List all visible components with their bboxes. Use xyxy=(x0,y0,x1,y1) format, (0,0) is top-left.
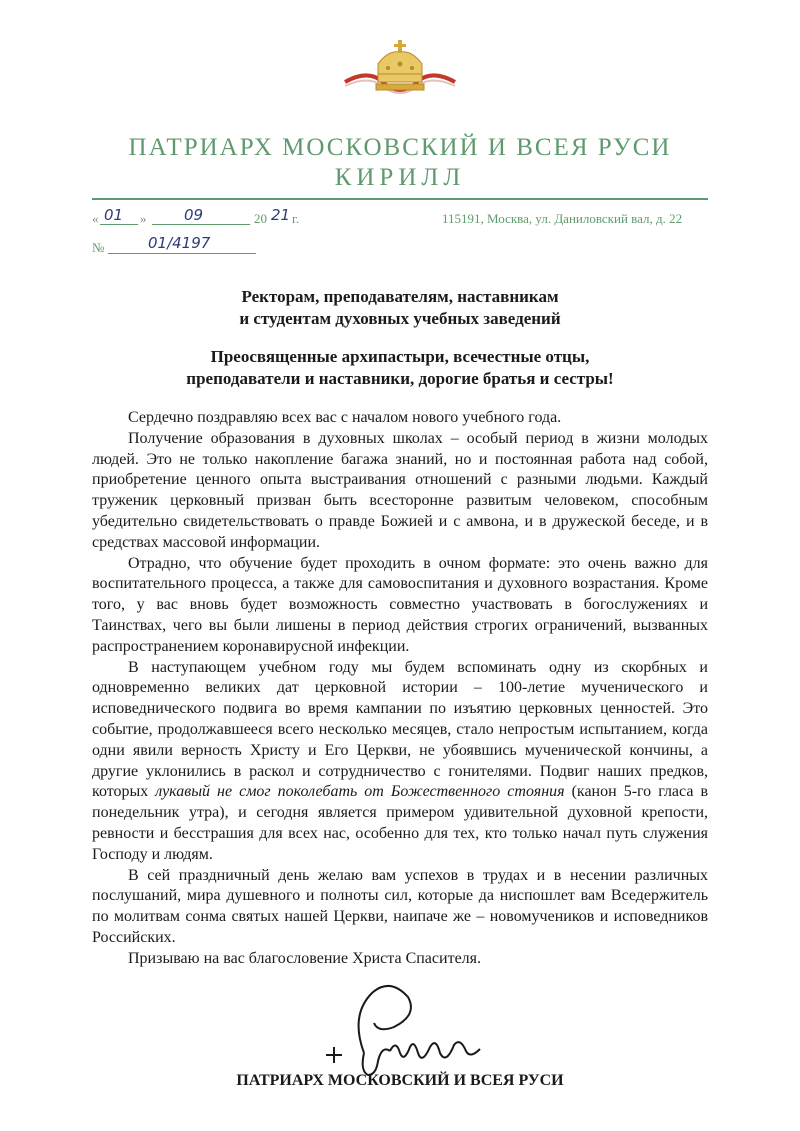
date-month: 09 xyxy=(184,206,204,224)
number-symbol: № xyxy=(92,240,105,255)
greeting-line-1: Преосвященные архипастыри, всечестные отцы, xyxy=(210,347,590,366)
number-line xyxy=(108,253,256,254)
paragraph-1: Сердечно поздравляю всех вас с началом нового учебного года. xyxy=(128,409,562,426)
addressee-line-1: Ректорам, преподавателям, наставникам xyxy=(241,287,559,306)
sender-address: 115191, Москва, ул. Даниловский вал, д. 22 xyxy=(442,211,683,226)
date-day: 01 xyxy=(104,206,124,224)
date-open-quote: « xyxy=(92,211,99,226)
letterhead-title: ПАТРИАРХ МОСКОВСКИЙ И ВСЕЯ РУСИ xyxy=(128,134,672,161)
letter-body xyxy=(92,408,708,970)
paragraph-4-quote: лукавый не смог поколебать от Божественного стояния xyxy=(155,783,565,801)
paragraph-6: Призываю на вас благословение Христа Спасителя. xyxy=(128,949,482,967)
date-month-line xyxy=(152,224,250,225)
date-day-line xyxy=(100,224,138,225)
footer-title: ПАТРИАРХ МОСКОВСКИЙ И ВСЕЯ РУСИ xyxy=(236,1072,564,1089)
date-year-unit: г. xyxy=(292,211,300,226)
paragraph-4-part-2: (канон 5-го гласа в понедельник утра), и сегодня является примером удивительной духовной крепости, ревности и бесстрашия для всех нас, особенно для тех, кто только начал путь служения Господу и людям. xyxy=(92,783,709,863)
patriarch-crown-emblem xyxy=(340,38,460,100)
greeting-line-2: преподаватели и наставники, дорогие братья и сестры! xyxy=(186,369,614,388)
paragraph-5: В сей праздничный день желаю вам успехов в трудах и в несении различных послушаний, мира душевного и полноты сил, которые да ниспошлет вам Вседержитель по молитвам сонма святых нашей Церкви, наипаче же – новомучеников и исповедников Российских. xyxy=(92,866,708,946)
paragraph-2: Получение образования в духовных школах – особый период в жизни молодых людей. Это не только накопление багажа знаний, но и постоянная работа над собой, приобретение ценного опыта выстраивания отношений с разными людьми. Каждый труженик церковный призван быть всесторонне развитым человеком, способным убедительно свидетельствовать о правде Божией и с амвона, и в дружеской беседе, и в средствах массовой информации. xyxy=(92,429,708,551)
document-number: 01/4197 xyxy=(148,234,211,252)
paragraph-4 xyxy=(92,658,708,866)
paragraph-3: Отрадно, что обучение будет проходить в очном формате: это очень важно для воспитательного процесса, а также для самовоспитания и духовного возрастания. Кроме того, у вас вновь будет возможность совместно участвовать в богослужениях и Таинствах, чего вы были лишены в период действия строгих ограничений, вызванных распространением коронавирусной инфекции. xyxy=(92,554,708,655)
date-close-quote: » xyxy=(140,211,147,226)
paragraph-4-part-1: В наступающем учебном году мы будем вспоминать одну из скорбных и одновременно великих дат церковной истории – 100-летие мученического и исповеднического подвига во время кампании по изъятию церковных ценностей. Это событие, продолжавшееся всего несколько месяцев, стало непростым испытанием, когда одни явили верность Христу и Его Церкви, не убоявшись мученической кончины, а другие уклонились в раскол и сотрудничество с гонителями. Подвиг наших предков, которых xyxy=(92,658,708,801)
addressee-line-2: и студентам духовных учебных заведений xyxy=(239,309,561,328)
letterhead-name: КИРИЛЛ xyxy=(334,164,466,191)
letterhead-divider xyxy=(92,198,708,200)
date-year-prefix: 20 xyxy=(254,211,267,226)
date-year-suffix: 21 xyxy=(271,206,291,224)
